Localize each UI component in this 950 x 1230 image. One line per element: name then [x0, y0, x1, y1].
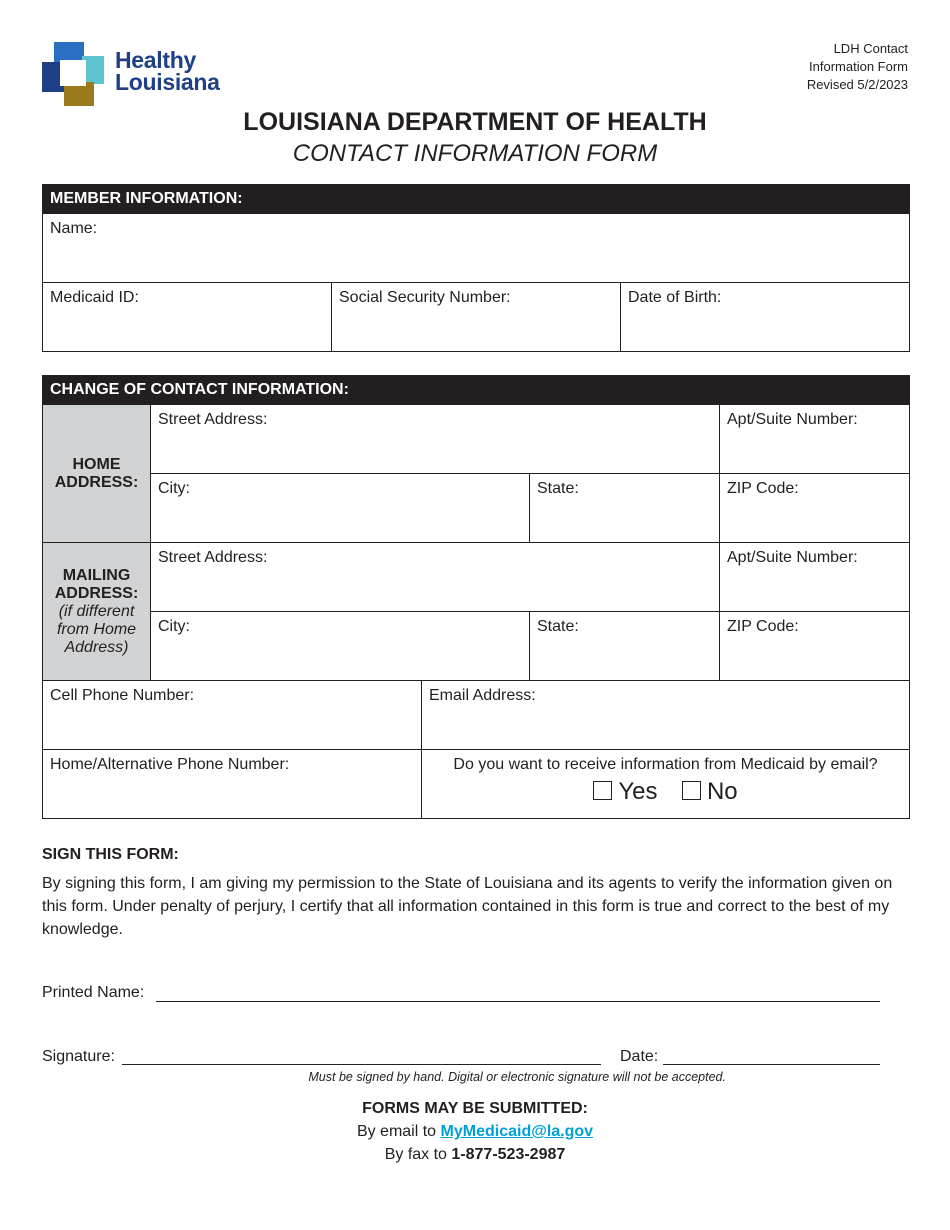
submission-heading: FORMS MAY BE SUBMITTED: [362, 1100, 588, 1117]
submission-fax-line: By fax to 1-877-523-2987 [384, 1146, 566, 1163]
email-preference-question: Do you want to receive information from Medicaid by email? [453, 756, 878, 773]
contact-information-table [42, 375, 910, 819]
home-state-field[interactable]: State: [530, 474, 720, 543]
no-option[interactable]: No [682, 778, 738, 805]
home-city-field[interactable]: City: [151, 474, 530, 543]
ssn-field[interactable]: Social Security Number: [332, 283, 621, 352]
date-label: Date: [620, 1048, 659, 1065]
home-address-label: HOME ADDRESS: [43, 405, 151, 543]
cell-phone-field[interactable]: Cell Phone Number: [43, 681, 422, 750]
submission-email-link[interactable]: MyMedicaid@la.gov [440, 1123, 594, 1140]
no-checkbox[interactable] [682, 781, 701, 800]
yes-option[interactable]: Yes [593, 778, 657, 805]
home-street-field[interactable]: Street Address: [151, 405, 720, 474]
submission-info [0, 1097, 950, 1166]
date-line[interactable] [663, 1064, 880, 1065]
member-section-header: MEMBER INFORMATION: [43, 185, 910, 214]
email-address-field[interactable]: Email Address: [422, 681, 910, 750]
home-apt-field[interactable]: Apt/Suite Number: [720, 405, 910, 474]
dob-field[interactable]: Date of Birth: [621, 283, 910, 352]
yes-checkbox[interactable] [593, 781, 612, 800]
signature-line[interactable] [122, 1064, 601, 1065]
fax-number: 1-877-523-2987 [451, 1146, 566, 1163]
mailing-city-field[interactable]: City: [151, 612, 530, 681]
home-phone-field[interactable]: Home/Alternative Phone Number: [43, 750, 422, 819]
printed-name-label: Printed Name: [42, 984, 145, 1001]
page-subtitle: CONTACT INFORMATION FORM [292, 140, 658, 167]
home-zip-field[interactable]: ZIP Code: [720, 474, 910, 543]
sign-form-heading: SIGN THIS FORM: [42, 846, 179, 863]
page-title: LOUISIANA DEPARTMENT OF HEALTH [243, 108, 707, 136]
logo-wordmark: Healthy Louisiana [115, 47, 220, 95]
printed-name-line[interactable] [156, 1001, 880, 1002]
mailing-zip-field[interactable]: ZIP Code: [720, 612, 910, 681]
cross-logo-icon [42, 42, 112, 108]
mailing-apt-field[interactable]: Apt/Suite Number: [720, 543, 910, 612]
mailing-address-label: MAILING ADDRESS: (if different from Home Address) [43, 543, 151, 681]
name-field[interactable]: Name: [43, 214, 910, 283]
contact-section-header: CHANGE OF CONTACT INFORMATION: [43, 376, 910, 405]
member-information-table [42, 184, 910, 352]
consent-paragraph: By signing this form, I am giving my permission to the State of Louisiana and its agents to verify the information given on this form. Under penalty of perjury, I certify that all information contained in this form is true and correct to the best of my knowledge. [42, 875, 893, 938]
mailing-street-field[interactable]: Street Address: [151, 543, 720, 612]
signature-note: Must be signed by hand. Digital or electronic signature will not be accepted. [308, 1070, 726, 1084]
form-revision-info: LDH Contact Information Form Revised 5/2/2023 [806, 41, 908, 92]
mailing-state-field[interactable]: State: [530, 612, 720, 681]
submission-email-line: By email to MyMedicaid@la.gov [356, 1123, 594, 1140]
email-preference-cell [422, 750, 910, 819]
signature-label: Signature: [42, 1048, 115, 1065]
medicaid-id-field[interactable]: Medicaid ID: [43, 283, 332, 352]
